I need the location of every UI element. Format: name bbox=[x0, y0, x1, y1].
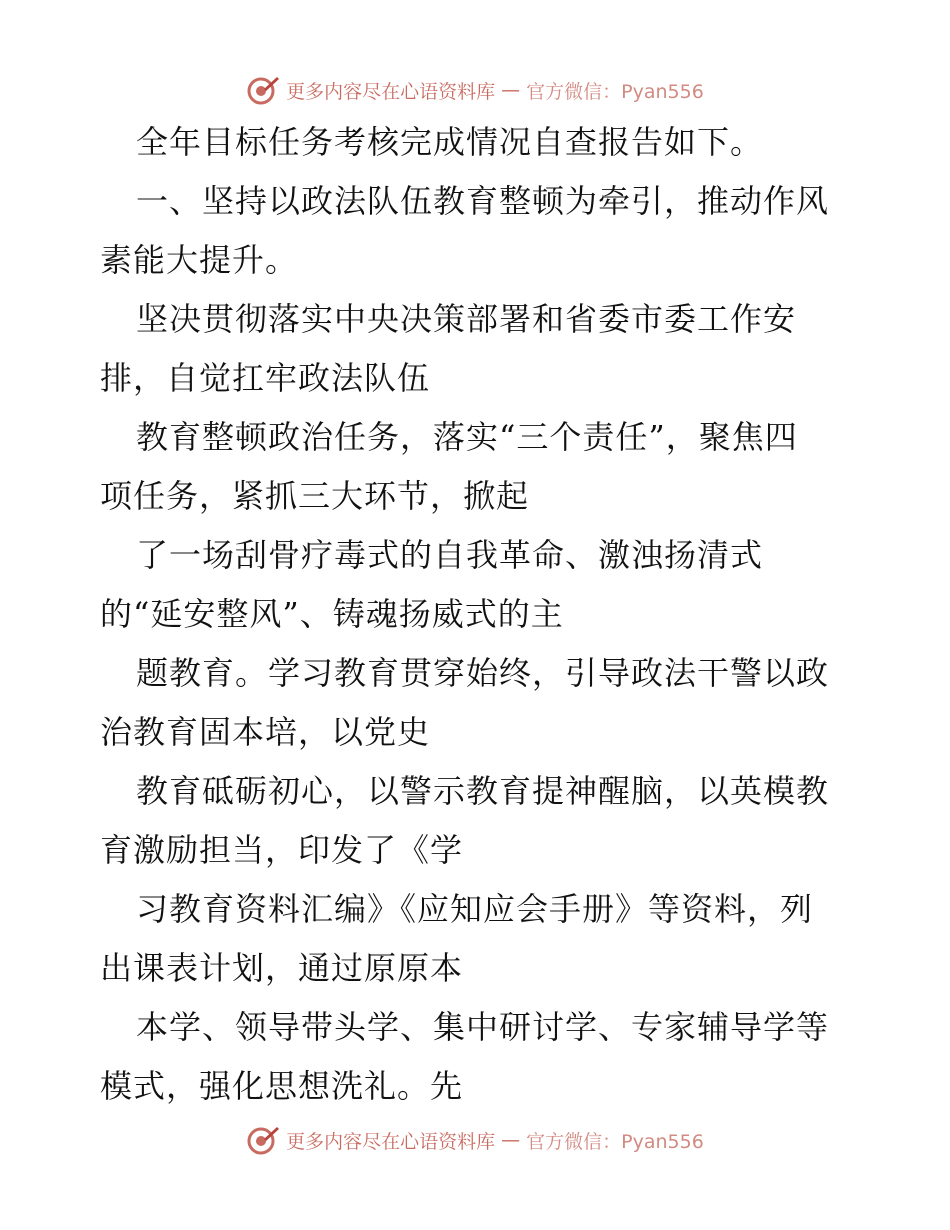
section-heading-cont: 素能大提升。 bbox=[100, 241, 299, 279]
footer-watermark bbox=[0, 1120, 950, 1160]
text-line: 坚决贯彻落实中央决策部署和省委市委工作安 bbox=[136, 300, 797, 338]
text-line: 育激励担当，印发了《学 bbox=[100, 831, 464, 869]
text-line: 教育砥砺初心，以警示教育提神醒脑，以英模教 bbox=[136, 772, 830, 810]
text-line: 题教育。学习教育贯穿始终，引导政法干警以政 bbox=[136, 654, 830, 692]
text-line: 教育整顿政治任务，落实“三个责任”，聚焦四 bbox=[136, 418, 798, 456]
pen-logo-icon bbox=[246, 73, 280, 107]
section-heading: 一、坚持以政法队伍教育整顿为牵引，推动作风 bbox=[136, 182, 830, 220]
text-line: 项任务，紧抓三大环节，掀起 bbox=[100, 477, 530, 515]
watermark-contact: 官方微信：Pyan556 bbox=[526, 80, 704, 103]
text-line: 出课表计划，通过原原本 bbox=[100, 949, 464, 987]
watermark-text: 更多内容尽在心语资料库 bbox=[286, 80, 496, 103]
text-line: 排，自觉扛牢政法队伍 bbox=[100, 359, 431, 397]
text-line: 的“延安整风”、铸魂扬威式的主 bbox=[100, 595, 564, 633]
header-watermark bbox=[0, 70, 950, 110]
document-body bbox=[100, 122, 860, 1125]
watermark-contact: 官方微信：Pyan556 bbox=[526, 1130, 704, 1153]
text-line: 了一场刮骨疗毒式的自我革命、激浊扬清式 bbox=[136, 536, 764, 574]
watermark-text: 更多内容尽在心语资料库 bbox=[286, 1130, 496, 1153]
watermark-separator: — bbox=[501, 1129, 521, 1151]
text-line: 本学、领导带头学、集中研讨学、专家辅导学等 bbox=[136, 1008, 830, 1046]
pen-logo-icon bbox=[246, 1123, 280, 1157]
text-line: 模式，强化思想洗礼。先 bbox=[100, 1067, 464, 1105]
text-line: 全年目标任务考核完成情况自查报告如下。 bbox=[136, 123, 764, 161]
watermark-separator: — bbox=[501, 79, 521, 101]
text-line: 习教育资料汇编》《应知应会手册》等资料，列 bbox=[136, 890, 814, 928]
text-line: 治教育固本培，以党史 bbox=[100, 713, 431, 751]
